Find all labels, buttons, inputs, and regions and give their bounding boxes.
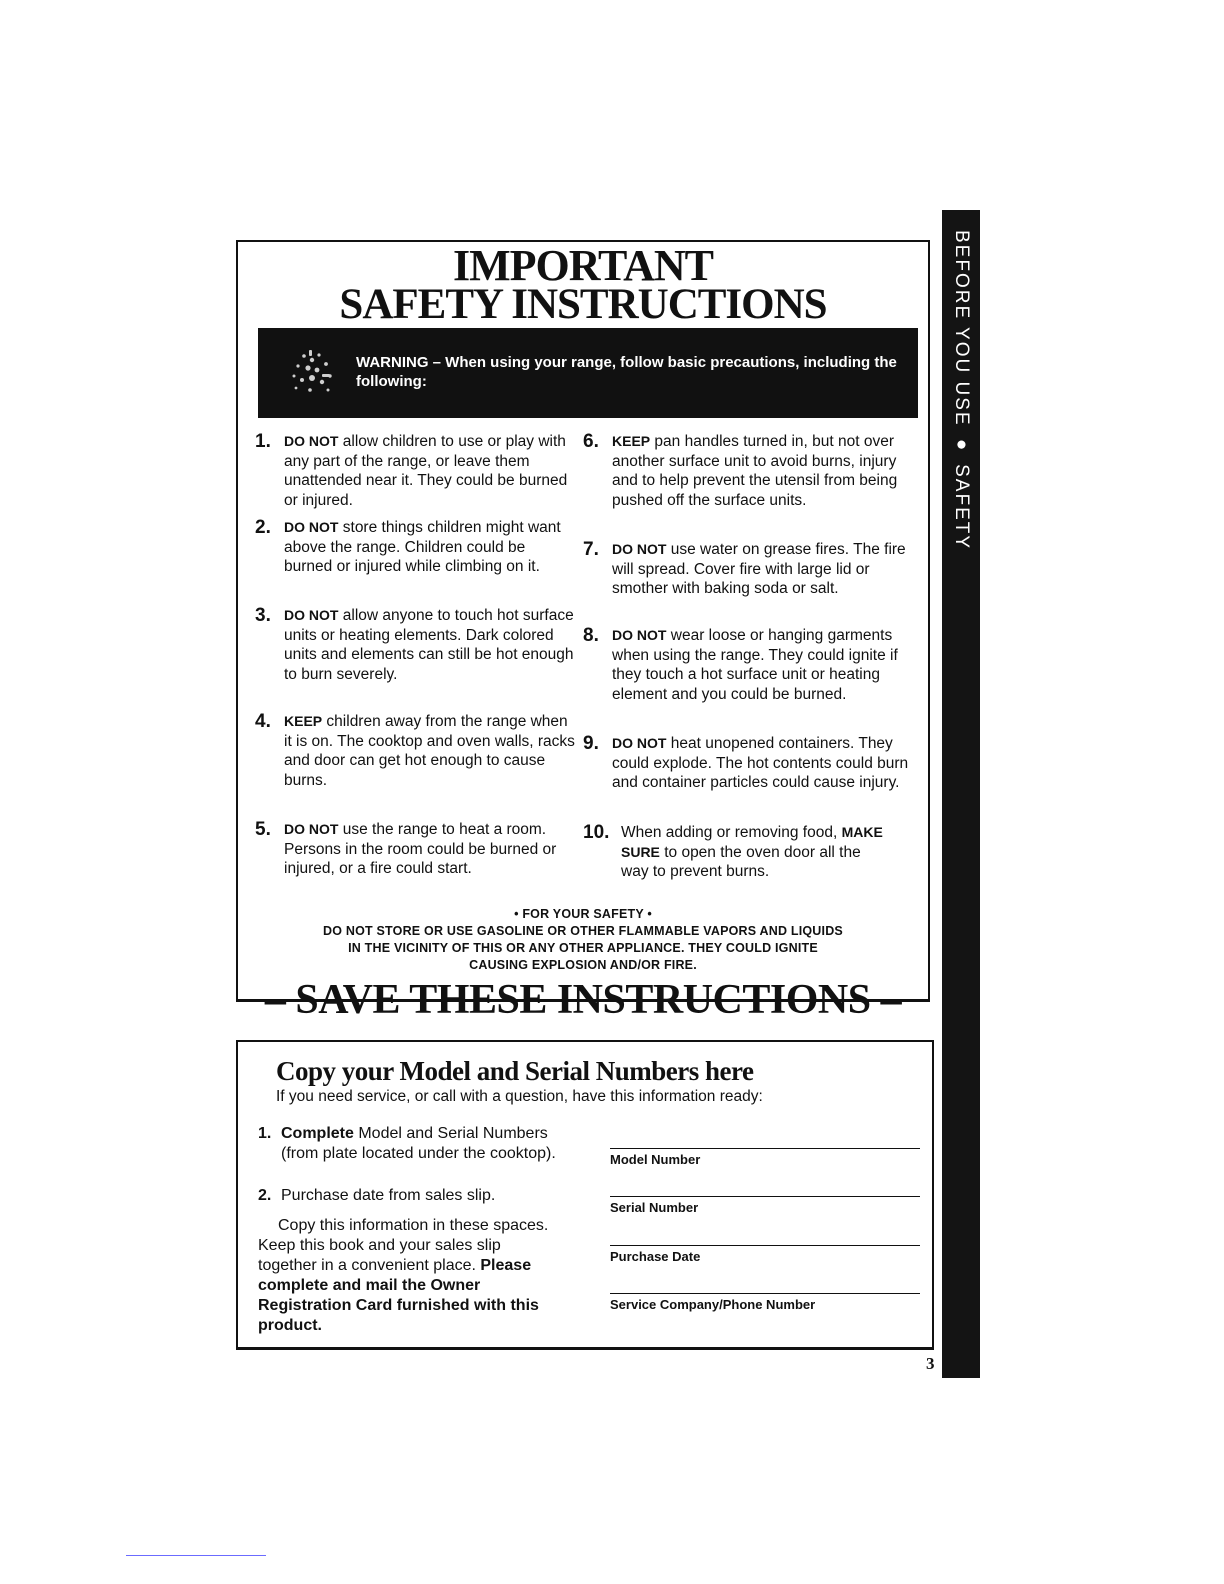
instruction-text-pre: When adding or removing food, (621, 824, 842, 841)
model-number-line[interactable] (610, 1148, 920, 1149)
copy-note-text: Copy this information in these spaces. Keep this book and your sales slip together in a convenient place. (258, 1217, 549, 1274)
step-text: Purchase date from sales slip. (281, 1187, 496, 1204)
step-number: 2. (258, 1187, 272, 1204)
instruction-number: 5. (255, 819, 271, 840)
instruction-10 (583, 823, 883, 882)
footer-rule (126, 1555, 266, 1556)
instruction-lead: DO NOT (284, 519, 339, 535)
instruction-number: 1. (255, 431, 271, 452)
instruction-4 (255, 712, 575, 790)
safety-line-1: DO NOT STORE OR USE GASOLINE OR OTHER FLAMMABLE VAPORS AND LIQUIDS (323, 924, 843, 938)
page-title-line1: IMPORTANT (453, 241, 713, 290)
instruction-text: pan handles turned in, but not over another surface unit to avoid burns, injury and to help prevent the utensil from being pushed off the surface units. (612, 433, 898, 509)
instruction-lead: DO NOT (612, 541, 667, 557)
instruction-number: 2. (255, 517, 271, 538)
step-number: 1. (258, 1125, 272, 1142)
serial-number-label: Serial Number (610, 1200, 699, 1215)
instruction-8 (583, 626, 923, 704)
instruction-lead: DO NOT (284, 821, 339, 837)
safety-line-2: IN THE VICINITY OF THIS OR ANY OTHER APPLIANCE. THEY COULD IGNITE (348, 941, 818, 955)
step-lead: Complete (281, 1125, 354, 1142)
warning-text: WARNING – When using your range, follow basic precautions, including the following: (356, 354, 897, 390)
instruction-lead: DO NOT (612, 735, 667, 751)
instruction-5 (255, 820, 575, 879)
step-text: Model and Serial Numbers (from plate located under the cooktop). (281, 1125, 556, 1162)
instruction-number: 9. (583, 733, 599, 754)
instruction-text: allow anyone to touch hot surface units or heating elements. Dark colored units and elements can still be hot enough to burn severely. (284, 607, 574, 683)
instruction-lead: KEEP (284, 713, 323, 729)
step-1 (258, 1124, 558, 1164)
instruction-lead: KEEP (612, 433, 651, 449)
warning-bar (258, 328, 918, 418)
safety-line-3: CAUSING EXPLOSION AND/OR FIRE. (469, 958, 697, 972)
instruction-number: 3. (255, 605, 271, 626)
instruction-text: use water on grease fires. The fire will spread. Cover fire with large lid or smother with baking soda or salt. (612, 541, 906, 598)
copy-note (258, 1216, 558, 1336)
instruction-number: 4. (255, 711, 271, 732)
instruction-number: 7. (583, 539, 599, 560)
instruction-text: children away from the range when it is on. The cooktop and oven walls, racks and door can get hot enough to cause burns. (284, 713, 575, 789)
copy-note-bold: Please complete and mail the Owner Registration Card furnished with this product. (258, 1257, 539, 1334)
side-tab-label: BEFORE YOU USE ● SAFETY (951, 229, 972, 551)
page-title-line2: SAFETY INSTRUCTIONS (339, 281, 827, 328)
instruction-text: store things children might want above the range. Children could be burned or injured while climbing on it. (284, 519, 561, 576)
instruction-text: heat unopened containers. They could explode. The hot contents could burn and container particles could cause injury. (612, 735, 909, 792)
save-instructions-banner: – SAVE THESE INSTRUCTIONS – (264, 977, 902, 1023)
instruction-6 (583, 432, 923, 510)
instruction-7 (583, 540, 923, 599)
instruction-number: 10. (583, 822, 610, 843)
service-company-line[interactable] (610, 1293, 920, 1294)
instruction-text: allow children to use or play with any part of the range, or leave them unattended near it. They could be burned or injured. (284, 433, 568, 509)
page-number: 3 (926, 1354, 935, 1373)
instruction-text: use the range to heat a room. Persons in the room could be burned or injured, or a fire could start. (284, 821, 557, 878)
instruction-lead: DO NOT (612, 627, 667, 643)
instruction-9 (583, 734, 923, 793)
warning-emblem-icon (284, 346, 340, 402)
purchase-date-line[interactable] (610, 1245, 920, 1246)
instruction-3 (255, 606, 575, 684)
copy-heading: Copy your Model and Serial Numbers here (276, 1056, 754, 1086)
copy-intro: If you need service, or call with a question, have this information ready: (276, 1088, 763, 1105)
instruction-1 (255, 432, 575, 510)
model-number-label: Model Number (610, 1152, 701, 1167)
step-2 (258, 1186, 558, 1206)
instruction-text: to open the oven door all the way to prevent burns. (621, 843, 861, 881)
instruction-number: 8. (583, 625, 599, 646)
serial-number-line[interactable] (610, 1196, 920, 1197)
instruction-lead: MAKE SURE (621, 824, 883, 860)
service-company-label: Service Company/Phone Number (610, 1297, 816, 1312)
instruction-lead: DO NOT (284, 433, 339, 449)
instruction-number: 6. (583, 431, 599, 452)
safety-label: • FOR YOUR SAFETY • (514, 907, 652, 921)
purchase-date-label: Purchase Date (610, 1249, 701, 1264)
instruction-text: wear loose or hanging garments when using the range. They could ignite if they touch a hot surface unit or heating element and you could be burned. (612, 627, 898, 703)
instruction-lead: DO NOT (284, 607, 339, 623)
instruction-2 (255, 518, 575, 577)
